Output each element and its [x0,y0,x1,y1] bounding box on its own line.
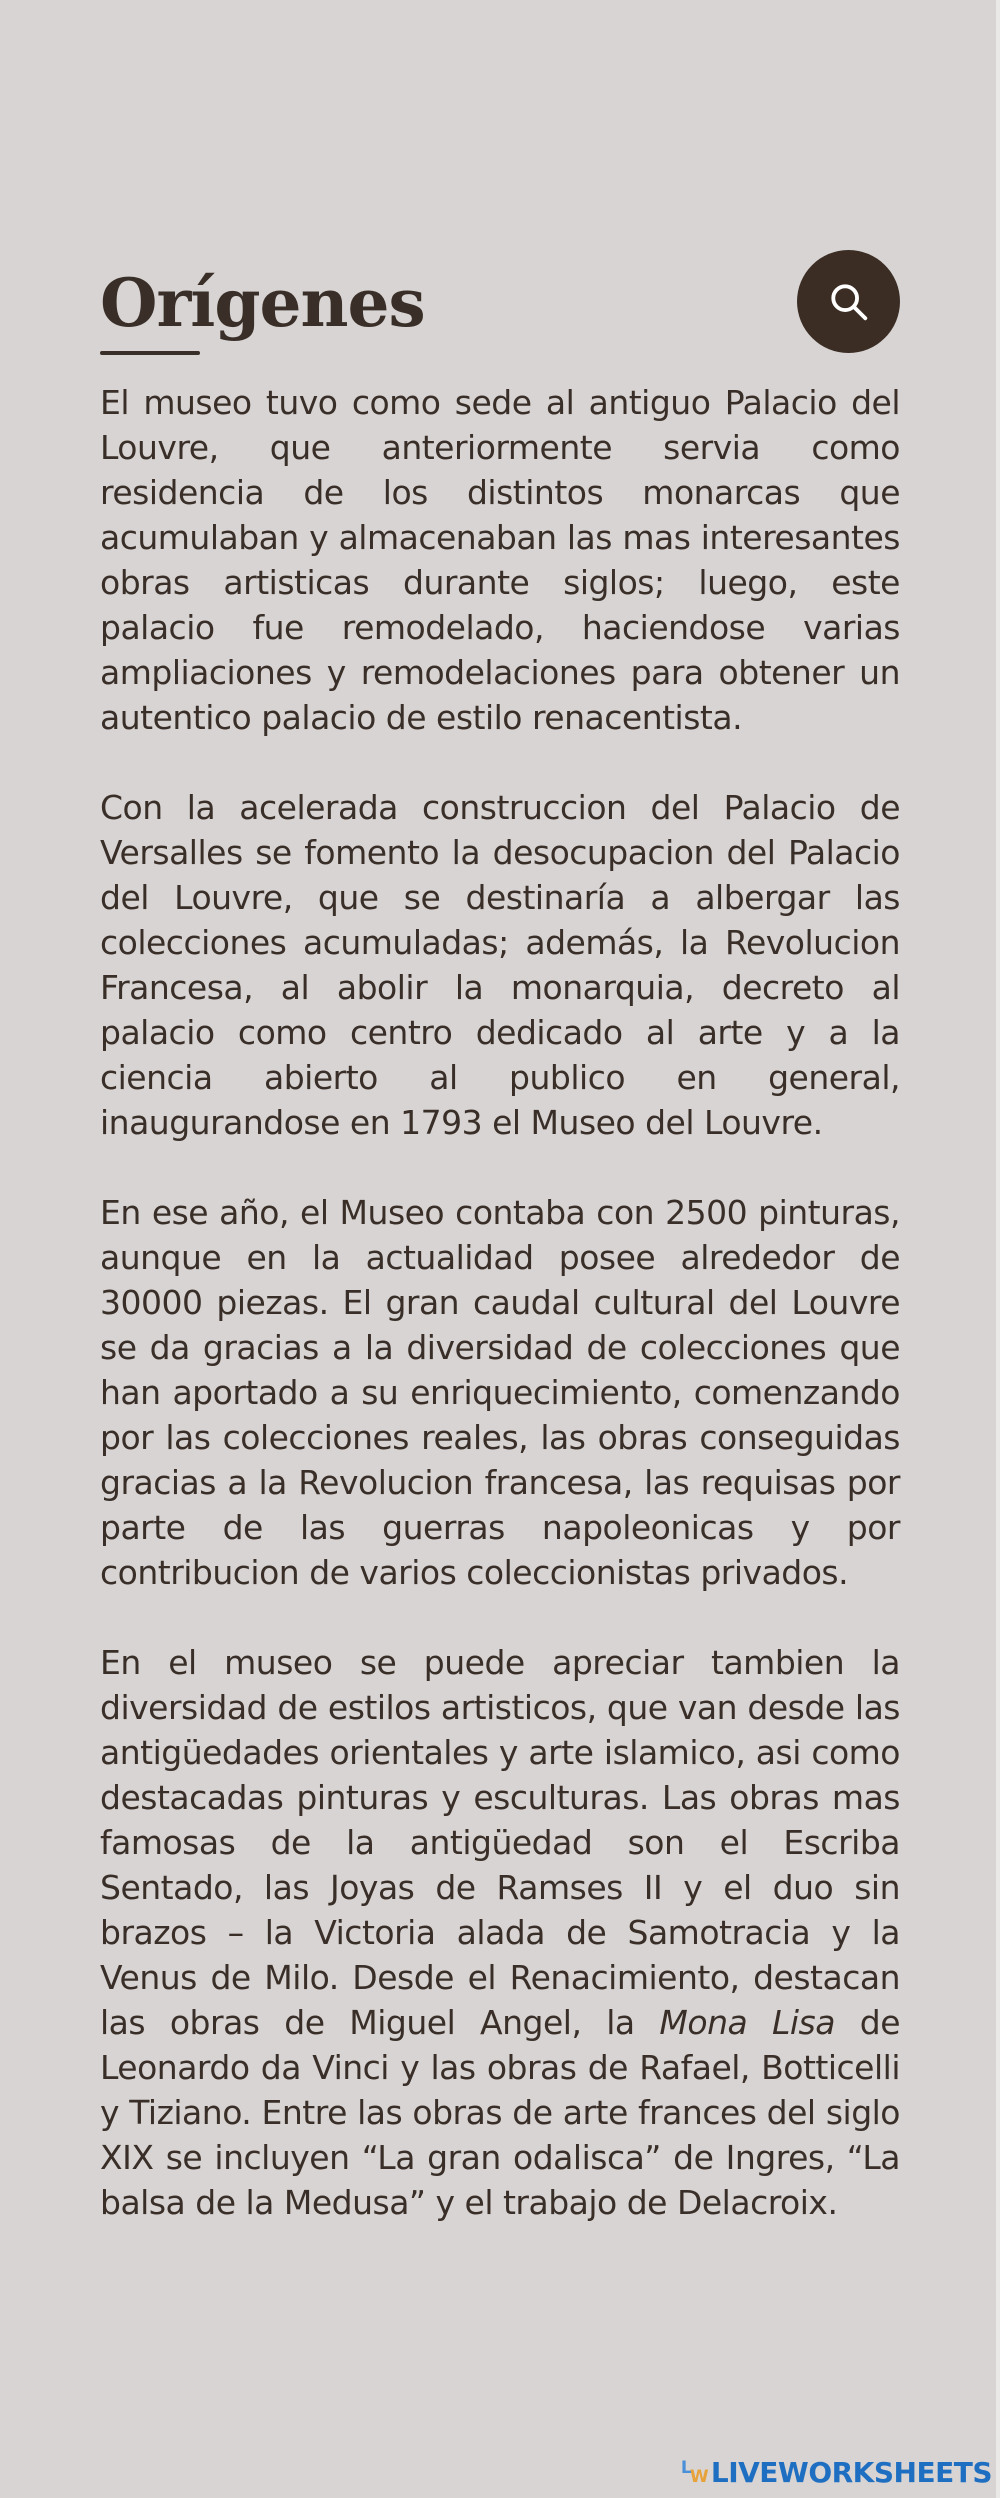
title-underline [100,351,200,355]
paragraph-4-text-before: En el museo se puede apreciar tambien la diversidad de estilos artisticos, que van desde las antigüedades orientales y arte islamico, asi como destacadas pinturas y esculturas. Las obras mas famosas de la antigüedad son el Escriba Sentado, las Joyas de Ramses II y el duo sin brazos – la Victoria alada de Samotracia y la Venus de Milo. Desde el Renacimiento, destacan las obras de Miguel Angel, la [100,1643,900,2042]
search-button[interactable] [797,250,900,353]
paragraph-3: En ese año, el Museo contaba con 2500 pinturas, aunque en la actualidad posee alrededor de 30000 piezas. El gran caudal cultural del Louvre se da gracias a la diversidad de colecciones que han aportado a su enriquecimiento, comenzando por las colecciones reales, las obras conseguidas gracias a la Revolucion francesa, las requisas por parte de las guerras napoleonicas y por contribucion de varios coleccionistas privados. [100,1193,900,1592]
article-body [100,380,900,2270]
paragraph-4-text-after: de Leonardo da Vinci y las obras de Rafael, Botticelli y Tiziano. Entre las obras de arte frances del siglo XIX se incluyen “La gran odalisca” de Ingres, “La balsa de la Medusa” y el trabajo de Delacroix. [100,2003,900,2222]
search-icon [826,279,872,325]
page-title: Orígenes [100,264,425,342]
logo-text: LIVEWORKSHEETS [710,2456,992,2489]
paragraph-1: El museo tuvo como sede al antiguo Palacio del Louvre, que anteriormente servia como residencia de los distintos monarcas que acumulaban y almacenaban las mas interesantes obras artisticas durante siglos; luego, este palacio fue remodelado, haciendose varias ampliaciones y remodelaciones para obtener un autentico palacio de estilo renacentista. [100,383,900,737]
liveworksheets-logo[interactable] [681,2458,992,2488]
liveworksheets-logo-icon: L W [680,2458,709,2487]
paragraph-4 [100,1640,900,2225]
paragraph-2: Con la acelerada construccion del Palacio de Versalles se fomento la desocupacion del Palacio del Louvre, que se destinaría a albergar las colecciones acumuladas; además, la Revolucion Francesa, al abolir la monarquia, decreto al palacio como centro dedicado al arte y a la ciencia abierto al publico en general, inaugurandose en 1793 el Museo del Louvre. [100,788,900,1142]
page-edge [996,0,1000,2498]
artwork-title-mona-lisa: Mona Lisa [659,2003,835,2042]
